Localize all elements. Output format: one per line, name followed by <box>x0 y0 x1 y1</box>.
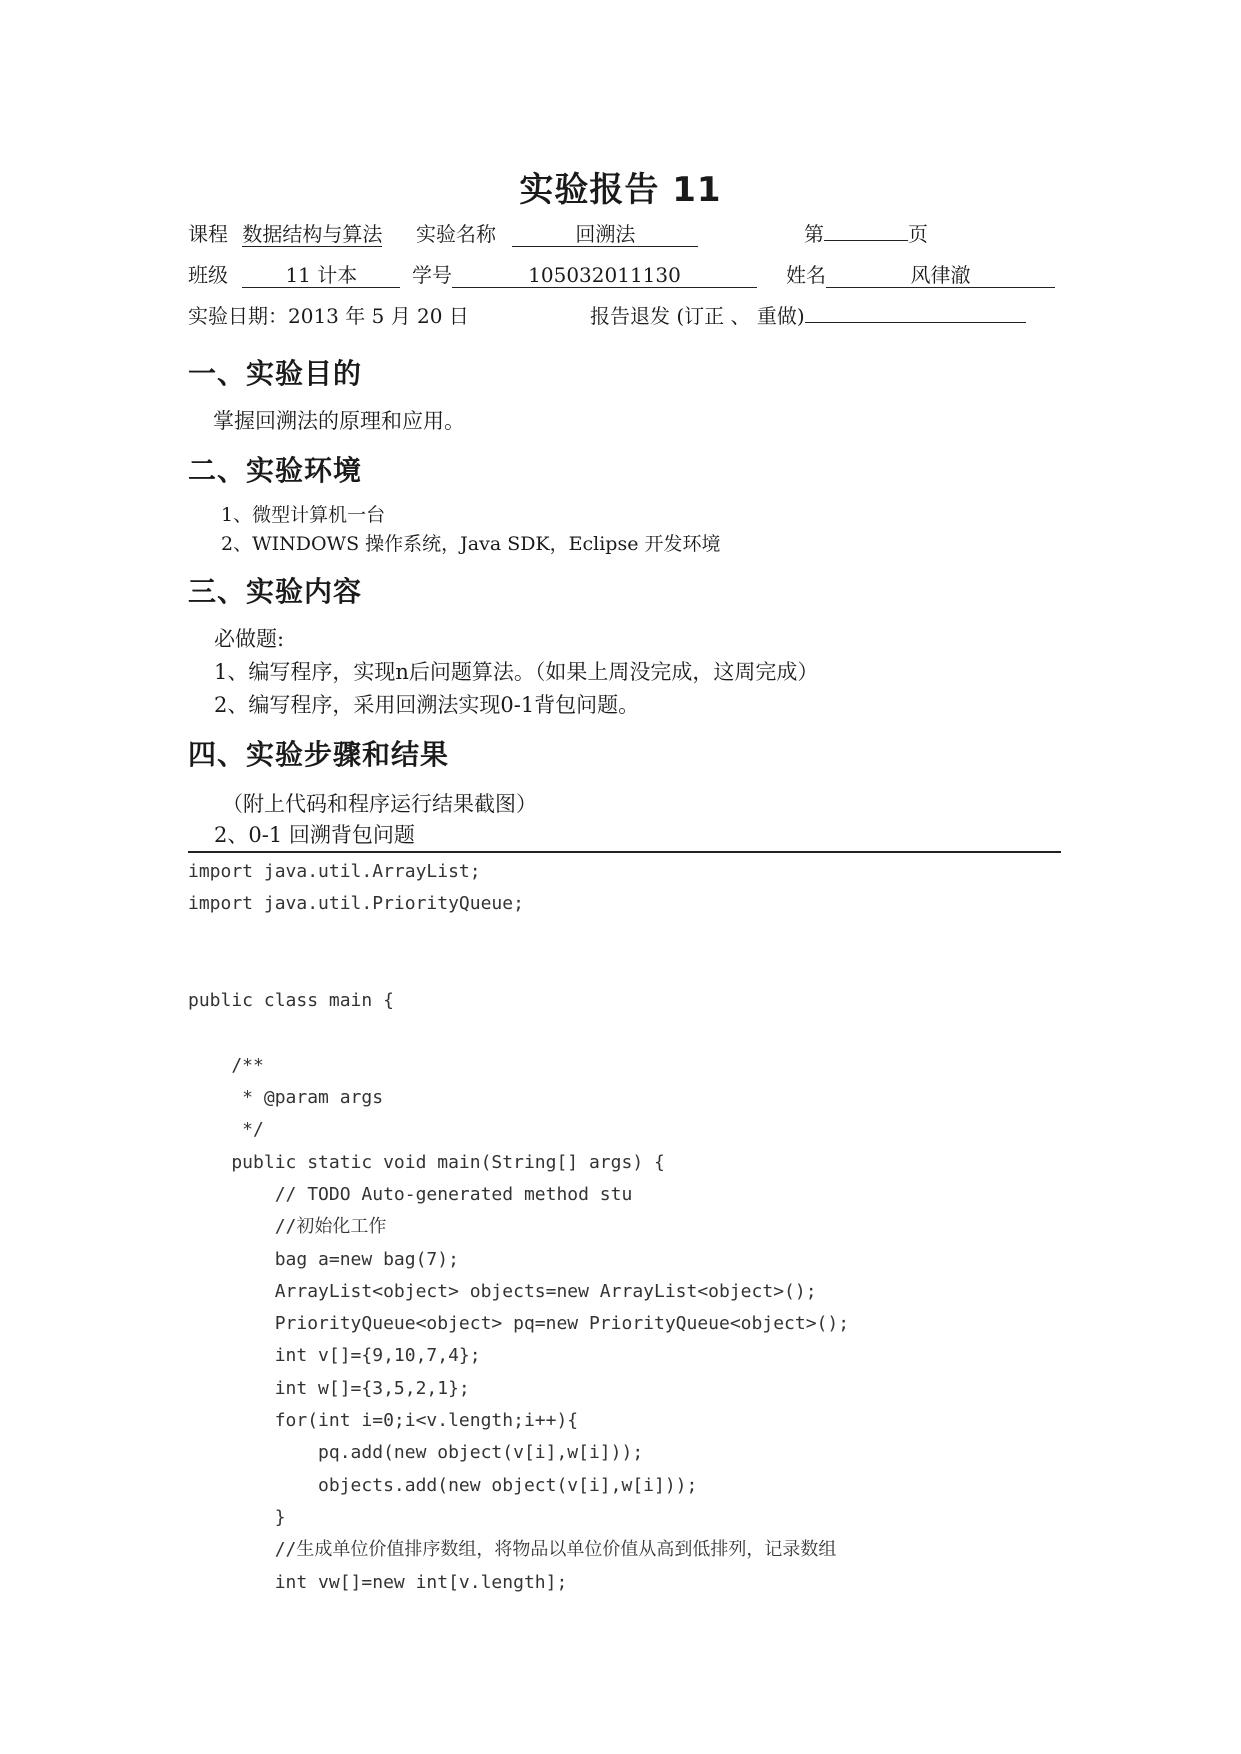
code-line: pq.add(new object(v[i],w[i])); <box>188 1442 644 1464</box>
report-return-value <box>805 322 1026 323</box>
code-listing <box>188 856 849 1599</box>
experiment-name-value: 回溯法 <box>512 222 698 247</box>
section-divider <box>188 851 1061 853</box>
task-2: 2、编写程序，采用回溯法实现0-1背包问题。 <box>214 693 640 717</box>
code-line: * @param args <box>188 1087 384 1109</box>
code-line: int vw[]=new int[v.length]; <box>188 1571 568 1593</box>
course-label: 课程 <box>188 222 228 246</box>
code-line: public class main { <box>188 990 394 1012</box>
experiment-name-label: 实验名称 <box>416 222 496 246</box>
code-line: //初始化工作 <box>188 1216 387 1238</box>
experiment-date: 实验日期：2013 年 5 月 20 日 <box>188 304 469 328</box>
code-line <box>188 921 849 953</box>
code-line: import java.util.PriorityQueue; <box>188 893 524 915</box>
course-line <box>188 221 382 247</box>
purpose-text: 掌握回溯法的原理和应用。 <box>213 409 465 433</box>
code-line: int v[]={9,10,7,4}; <box>188 1345 481 1367</box>
page-label-pre: 第 <box>804 222 824 246</box>
student-name-value: 风律澈 <box>826 263 1055 288</box>
page-number-value <box>824 240 908 241</box>
student-id-line <box>412 262 757 288</box>
code-line: ArrayList<object> objects=new ArrayList<object>(); <box>188 1280 817 1302</box>
code-line: PriorityQueue<object> pq=new PriorityQueue<object>(); <box>188 1313 850 1335</box>
code-line: //生成单位价值排序数组，将物品以单位价值从高到低排列，记录数组 <box>188 1539 837 1561</box>
course-value: 数据结构与算法 <box>242 222 383 246</box>
code-line: } <box>188 1506 286 1528</box>
student-name-label: 姓名 <box>786 263 826 287</box>
code-line <box>188 1017 849 1049</box>
code-line: int w[]={3,5,2,1}; <box>188 1377 470 1399</box>
student-name-line <box>786 262 1055 288</box>
class-line <box>188 262 400 288</box>
class-value: 11 计本 <box>242 263 400 288</box>
report-return-label: 报告退发 (订正 、 重做) <box>590 304 805 328</box>
section-heading-steps: 四、实验步骤和结果 <box>188 738 450 771</box>
steps-subheading: 2、0-1 回溯背包问题 <box>214 823 415 847</box>
code-line: // TODO Auto-generated method stu <box>188 1183 633 1205</box>
page-number-line <box>804 221 928 247</box>
section-heading-environment: 二、实验环境 <box>188 454 363 487</box>
student-id-label: 学号 <box>412 263 452 287</box>
report-return-line <box>590 303 1026 329</box>
required-label: 必做题: <box>214 627 285 651</box>
code-line: import java.util.ArrayList; <box>188 861 481 882</box>
page-label-post: 页 <box>908 222 928 246</box>
section-heading-content: 三、实验内容 <box>188 575 363 608</box>
code-line: bag a=new bag(7); <box>188 1248 459 1270</box>
steps-note: （附上代码和程序运行结果截图） <box>222 792 537 816</box>
environment-item-1: 1、微型计算机一台 <box>221 504 386 526</box>
task-1: 1、编写程序，实现n后问题算法。（如果上周没完成，这周完成） <box>214 660 819 684</box>
student-id-value: 105032011130 <box>452 263 757 288</box>
code-line: /** <box>188 1054 264 1076</box>
class-label: 班级 <box>188 263 228 287</box>
section-heading-purpose: 一、实验目的 <box>188 357 363 390</box>
code-line: public static void main(String[] args) { <box>188 1151 665 1173</box>
code-line <box>188 953 849 985</box>
experiment-name-line <box>416 221 698 247</box>
code-line: for(int i=0;i<v.length;i++){ <box>188 1410 579 1432</box>
report-title: 实验报告 11 <box>519 170 722 210</box>
environment-item-2: 2、WINDOWS 操作系统，Java SDK，Eclipse 开发环境 <box>221 533 721 555</box>
code-line: */ <box>188 1119 264 1141</box>
code-line: objects.add(new object(v[i],w[i])); <box>188 1474 698 1496</box>
